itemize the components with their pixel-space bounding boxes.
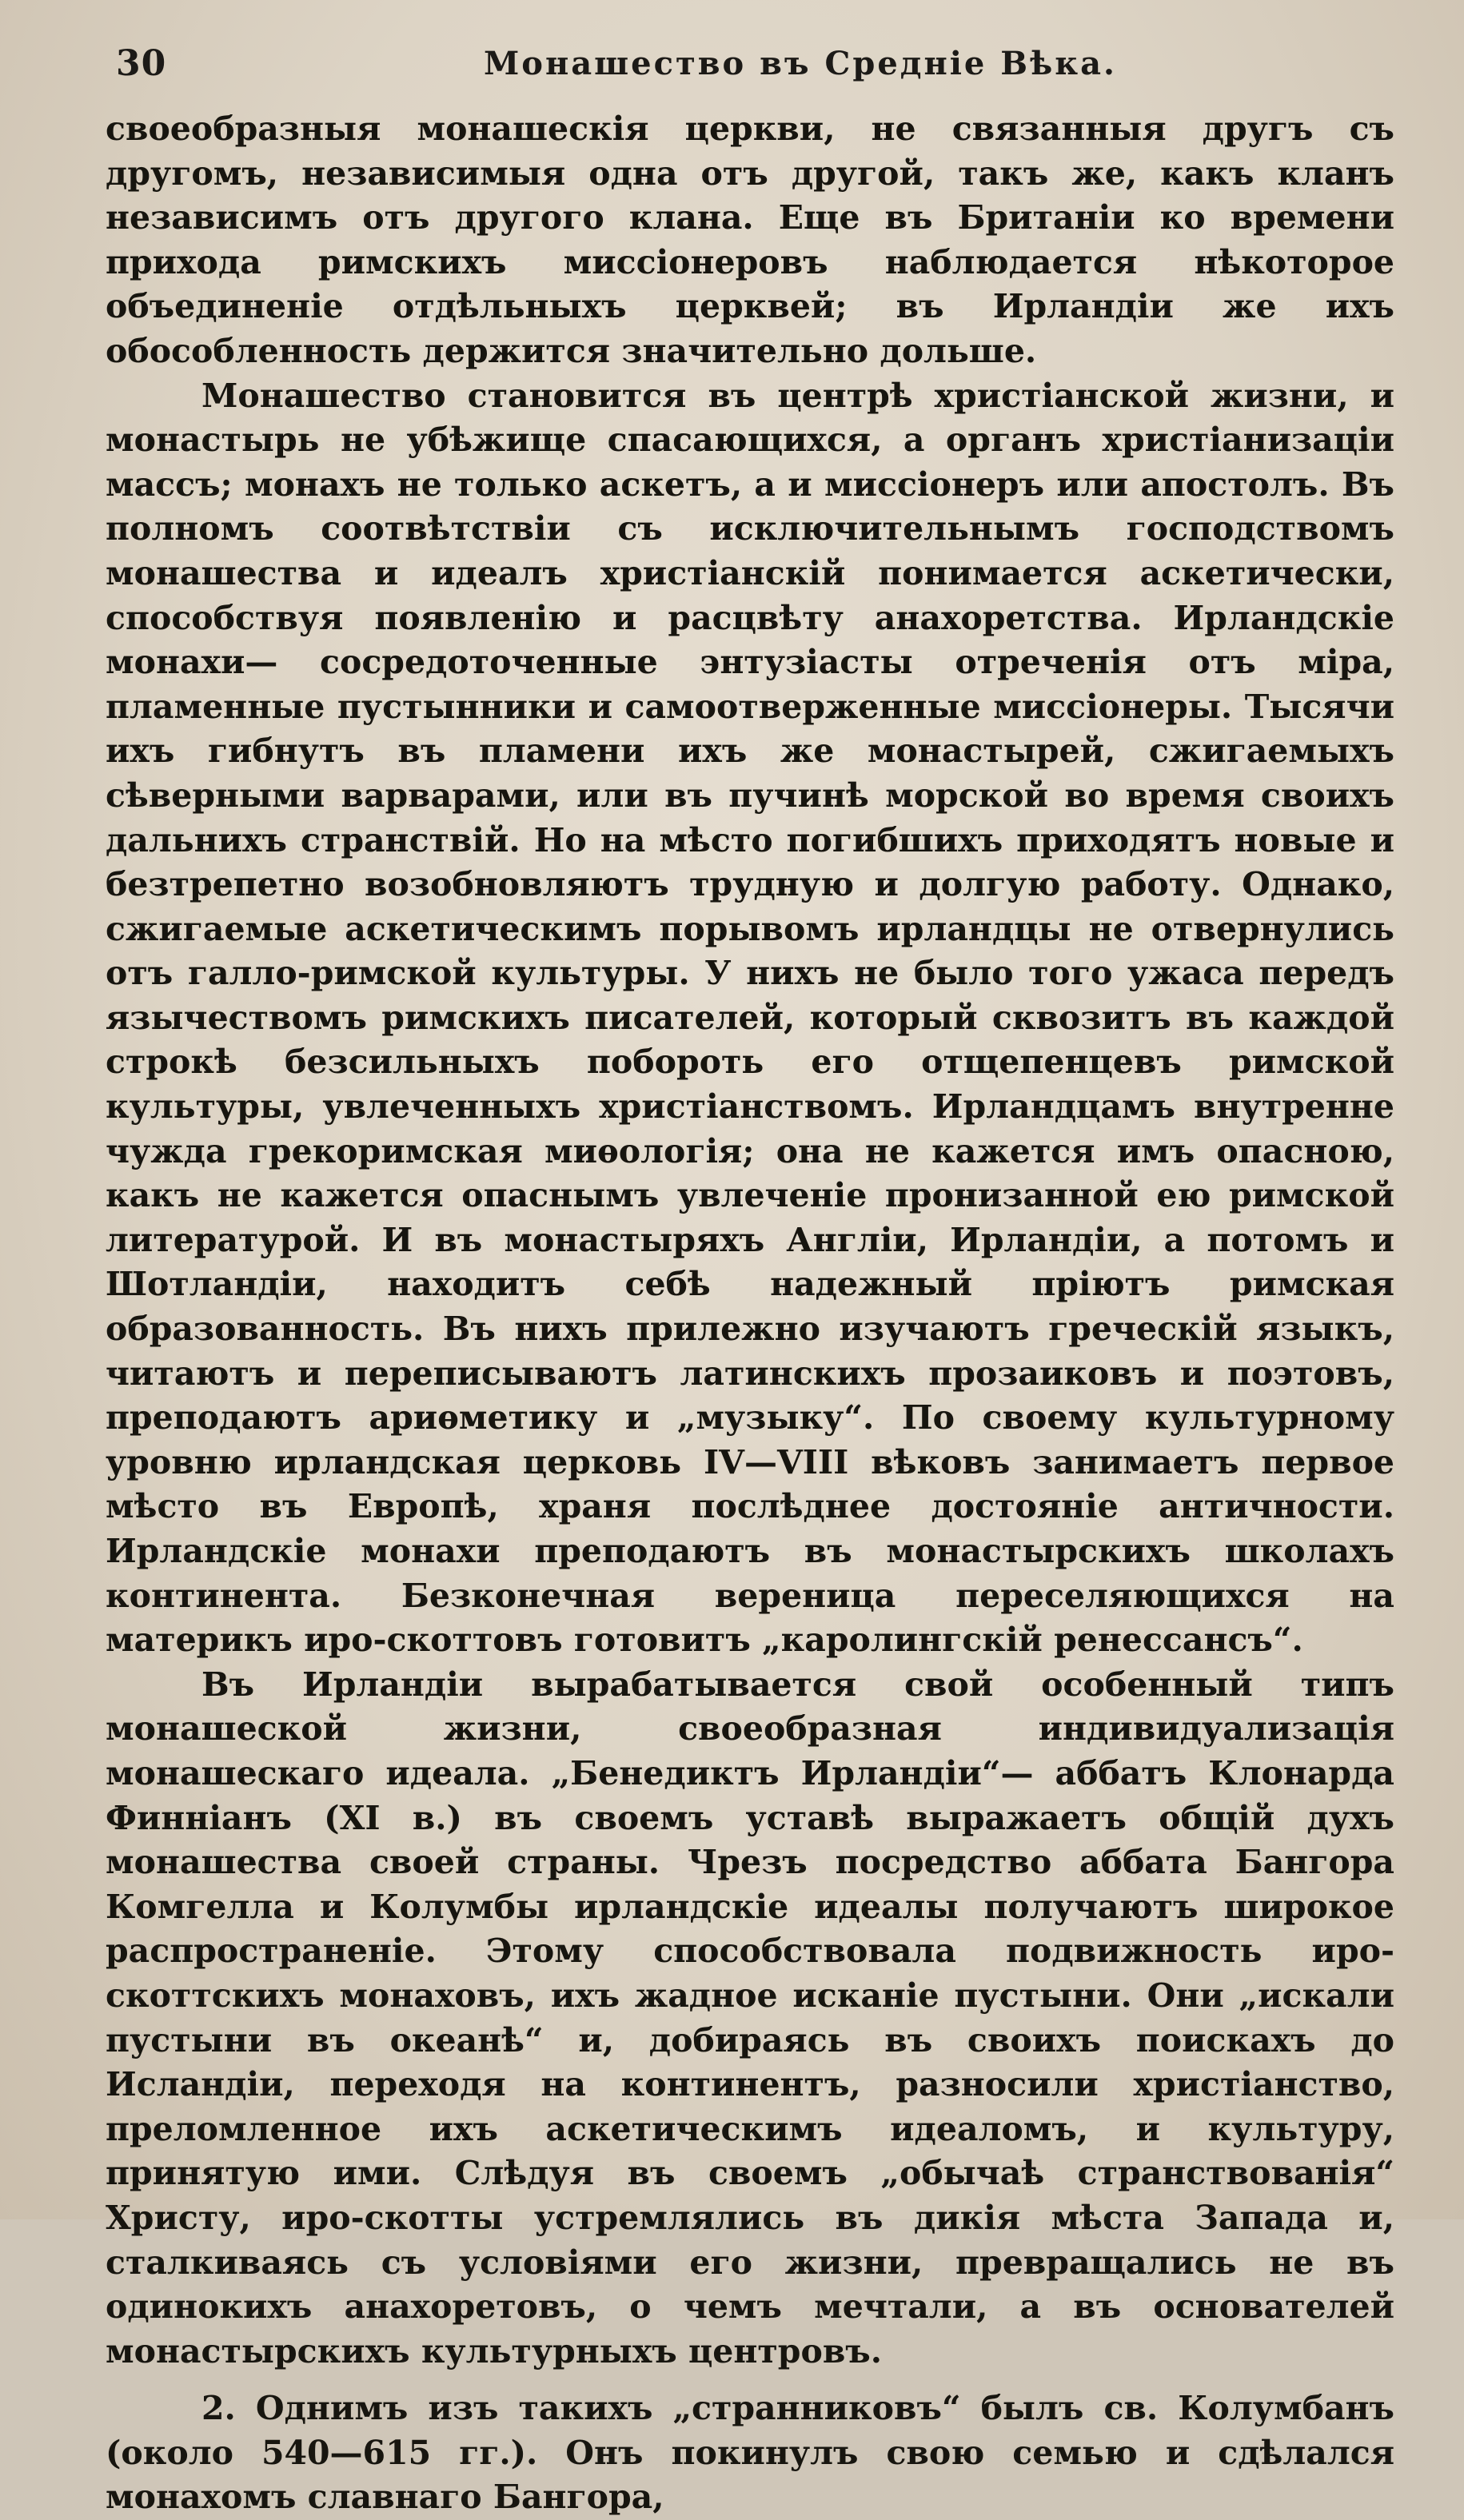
paragraph-monasticism: Монашество становится въ центрѣ христіанской жизни, и монастырь не убѣжище спасающихся, а органъ христіанизаціи массъ; монахъ не только аскетъ, а и миссіонеръ или апостолъ. Въ полномъ соотвѣтствіи съ исключительнымъ господствомъ монашества и идеалъ христіанскій понимается аскетически, способствуя появленію и расцвѣту анахоретства. Ирландскіе монахи— сосредоточенные энтузіасты отреченія отъ міра, пламенные пустынники и самоотверженные миссіонеры. Тысячи ихъ гибнутъ въ пламени ихъ же монастырей, сжигаемыхъ сѣверными варварами, или въ пучинѣ морской во время своихъ дальнихъ странствій. Но на мѣсто погибшихъ приходятъ новые и безтрепетно возобновляютъ трудную и долгую работу. Однако, сжигаемые аскетическимъ порывомъ ирландцы не отвернулись отъ галло-римской культуры. У нихъ не было того ужаса передъ язычествомъ римскихъ писателей, который сквозитъ въ каждой строкѣ безсильныхъ побороть его отщепенцевъ римской культуры, увлеченныхъ христіанствомъ. Ирландцамъ внутренне чужда грекоримская миѳологія; она не кажется имъ опасною, какъ не кажется опаснымъ увлеченіе пронизанной ею римской литературой. И въ монастыряхъ Англіи, Ирландіи, а потомъ и Шотландіи, находитъ себѣ надежный пріютъ римская образованность. Въ нихъ прилежно изучаютъ греческій языкъ, читаютъ и переписываютъ латинскихъ прозаиковъ и поэтовъ, преподаютъ ариѳметику и „музыку“. По своему культурному уровню ирландская церковь IV—VIII вѣковъ занимаетъ первое мѣсто въ Европѣ, храня послѣднее достояніе античности. Ирландскіе монахи преподаютъ въ монастырскихъ школахъ континента. Безконечная вереница переселяющихся на материкъ иро-скоттовъ готовитъ „каролингскій ренессансъ“. — [106, 376, 1394, 1660]
paragraph-ireland: Въ Ирландіи вырабатывается свой особенный типъ монашеской жизни, своеобразная индивидуализація монашескаго идеала. „Бенедиктъ Ирландіи“— аббатъ Клонарда Финніанъ (XI в.) въ своемъ уставѣ выражаетъ общій духъ монашества своей страны. Чрезъ посредство аббата Бангора Комгелла и Колумбы ирландскіе идеалы получаютъ широкое распространеніе. Этому способствовала подвижность иро-скоттскихъ монаховъ, ихъ жадное исканіе пустыни. Они „искали пустыни въ океанѣ“ и, добираясь въ своихъ поискахъ до Исландіи, переходя на континентъ, разносили христіанство, преломленное ихъ аскетическимъ идеаломъ, и культуру, принятую ими. Слѣдуя въ своемъ „обычаѣ странствованія“ Христу, иро-скотты устремлялись въ дикія мѣста Запада и, сталкиваясь съ условіями его жизни, превращались не въ одинокихъ анахоретовъ, о чемъ мечтали, а въ основателей монастырскихъ культурныхъ центровъ. — [106, 1665, 1394, 2370]
paragraph-continuation: своеобразныя монашескія церкви, не связанныя другъ съ другомъ, независимыя одна отъ другой, такъ же, какъ кланъ независимъ отъ другого клана. Еще въ Британіи ко времени прихода римскихъ миссіонеровъ наблюдается нѣкоторое объединеніе отдѣльныхъ церквей; въ Ирландіи же ихъ обособленность держится значительно дольше. — [106, 110, 1394, 370]
running-title: Монашество въ Средніе Вѣка. — [484, 45, 1117, 82]
paragraph-columban: 2. Однимъ изъ такихъ „странниковъ“ былъ св. Колумбанъ (около 540—615 гг.). Онъ покинулъ свою семью и сдѣлался монахомъ славнаго Бангора, — [106, 2389, 1394, 2517]
body-text — [106, 107, 1394, 2520]
page-header — [116, 35, 1363, 83]
page-number: 30 — [116, 43, 167, 84]
